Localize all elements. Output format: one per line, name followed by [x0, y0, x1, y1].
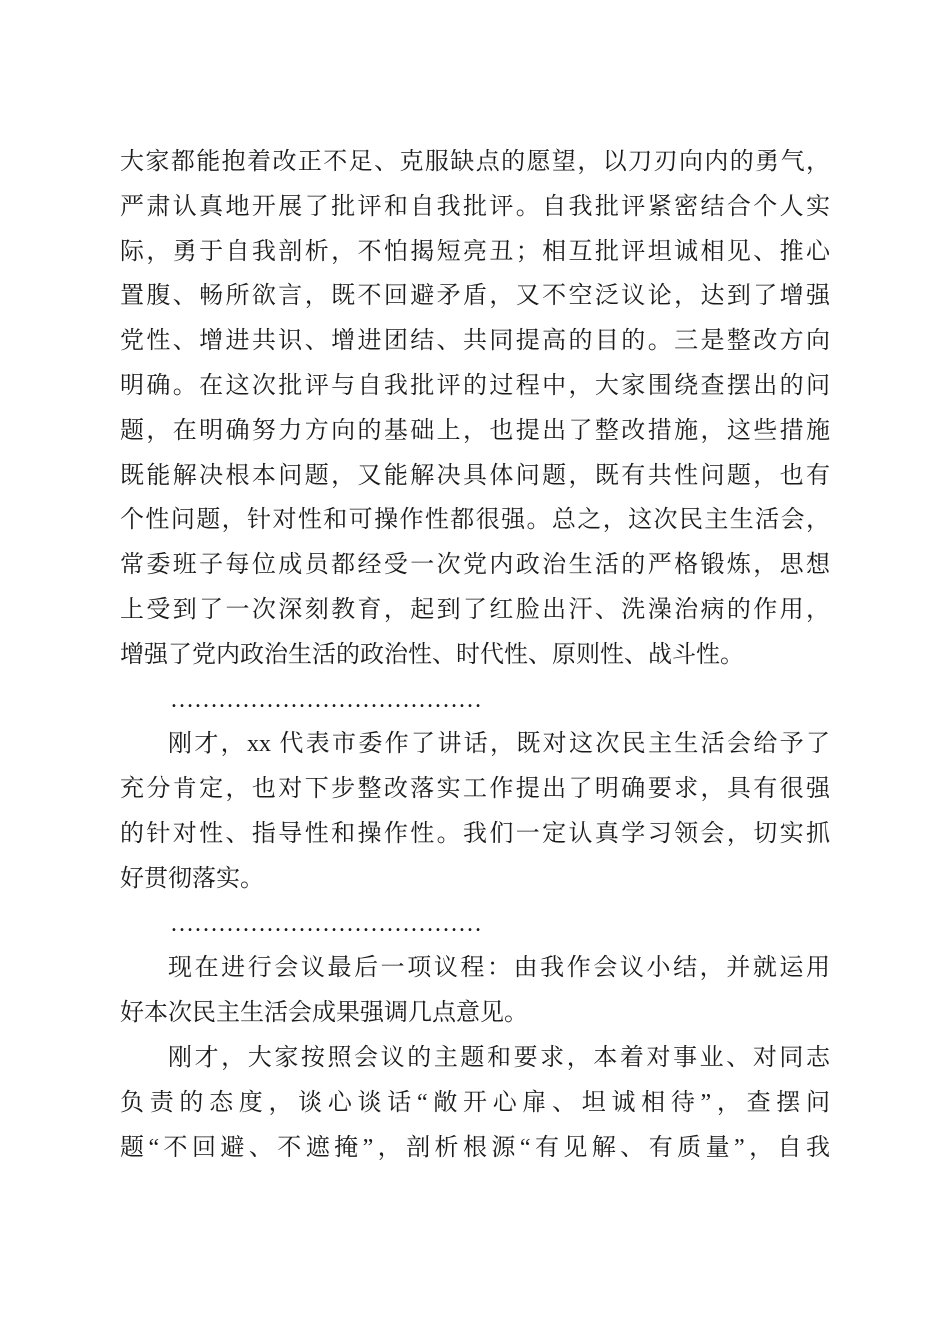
paragraph-line: 充分肯定，也对下步整改落实工作提出了明确要求，具有很强	[120, 776, 830, 803]
paragraph-line: 个性问题，针对性和可操作性都很强。总之，这次民主生活会，	[120, 507, 830, 534]
paragraph-line: 常委班子每位成员都经受一次党内政治生活的严格锻炼，思想	[120, 552, 830, 579]
paragraph-line: 置腹、畅所欲言，既不回避矛盾，又不空泛议论，达到了增强	[120, 283, 830, 310]
paragraph-line: 既能解决根本问题，又能解决具体问题，既有共性问题，也有	[120, 462, 830, 489]
paragraph-line: 际，勇于自我剖析，不怕揭短亮丑；相互批评坦诚相见、推心	[120, 238, 830, 265]
paragraph-line: 现在进行会议最后一项议程：由我作会议小结，并就运用	[168, 955, 830, 982]
paragraph-3	[120, 946, 830, 1036]
paragraph-2	[120, 722, 830, 901]
paragraph-line: 题“不回避、不遮掩”，剖析根源“有见解、有质量”，自我	[120, 1134, 830, 1161]
paragraph-line: 负责的态度，谈心谈话“敞开心扉、坦诚相待”，查摆问	[120, 1089, 830, 1116]
paragraph-line: 题，在明确努力方向的基础上，也提出了整改措施，这些措施	[120, 417, 830, 444]
paragraph-line: 刚才，大家按照会议的主题和要求，本着对事业、对同志	[168, 1044, 830, 1071]
document-body	[120, 140, 830, 1170]
paragraph-line: 上受到了一次深刻教育，起到了红脸出汗、洗澡治病的作用，	[120, 596, 830, 623]
paragraph-line: 好本次民主生活会成果强调几点意见。	[120, 1000, 528, 1027]
paragraph-line: 大家都能抱着改正不足、克服缺点的愿望，以刀刃向内的勇气，	[120, 149, 830, 175]
paragraph-line: 刚才，xx 代表市委作了讲话，既对这次民主生活会给予了	[168, 731, 830, 758]
paragraph-4	[120, 1036, 830, 1170]
paragraph-line: 严肃认真地开展了批评和自我批评。自我批评紧密结合个人实	[120, 193, 830, 220]
paragraph-line: 好贯彻落实。	[120, 865, 264, 892]
paragraph-line: 增强了党内政治生活的政治性、时代性、原则性、战斗性。	[120, 641, 744, 668]
ellipsis-separator: …………………………………	[170, 910, 482, 937]
paragraph-line: 的针对性、指导性和操作性。我们一定认真学习领会，切实抓	[120, 820, 830, 847]
ellipsis-separator: …………………………………	[170, 686, 482, 713]
paragraph-line: 明确。在这次批评与自我批评的过程中，大家围绕查摆出的问	[120, 372, 830, 399]
paragraph-line: 党性、增进共识、增进团结、共同提高的目的。三是整改方向	[120, 328, 830, 355]
paragraph-1	[120, 140, 830, 678]
